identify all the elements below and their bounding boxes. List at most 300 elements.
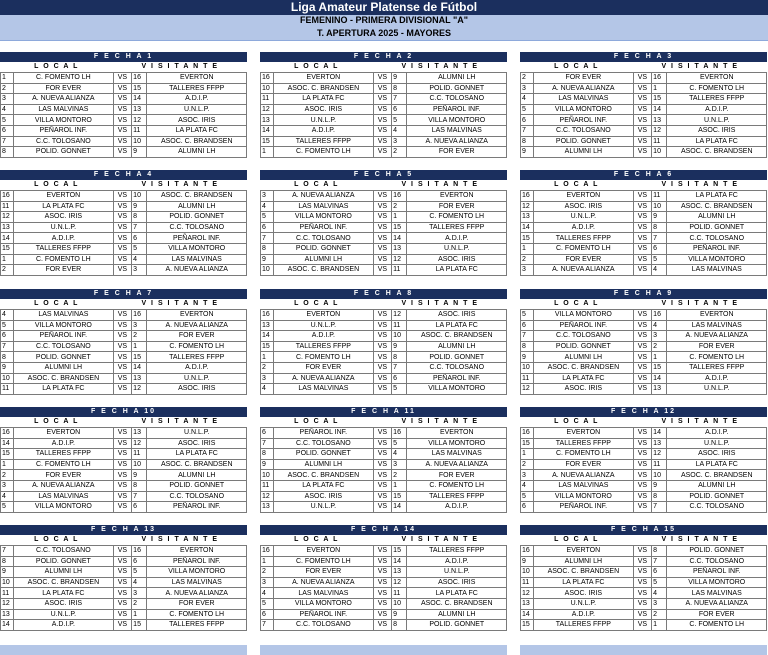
local-number: 15 xyxy=(521,438,534,449)
local-team: C. FOMENTO LH xyxy=(274,147,373,158)
table-row xyxy=(521,73,767,84)
fixture-table xyxy=(520,545,767,631)
local-number: 1 xyxy=(1,459,14,470)
local-number: 4 xyxy=(521,94,534,105)
local-number: 2 xyxy=(1,470,14,481)
visitor-team: VILLA MONTORO xyxy=(667,577,767,588)
local-team: VILLA MONTORO xyxy=(14,502,113,513)
vs-label: VS xyxy=(633,125,652,136)
table-row xyxy=(521,83,767,94)
local-header: L O C A L xyxy=(294,181,339,188)
table-row xyxy=(1,94,247,105)
local-number: 8 xyxy=(261,243,274,254)
vs-label: VS xyxy=(633,491,652,502)
visitor-number: 8 xyxy=(392,83,407,94)
local-number: 5 xyxy=(521,104,534,115)
local-team: TALLERES FFPP xyxy=(274,136,373,147)
vs-label: VS xyxy=(113,243,132,254)
visitor-number: 10 xyxy=(132,191,147,202)
vs-label: VS xyxy=(633,83,652,94)
vs-label: VS xyxy=(633,480,652,491)
visitor-number: 15 xyxy=(132,620,147,631)
fixture-table xyxy=(0,72,247,158)
table-row xyxy=(521,352,767,363)
table-row xyxy=(521,609,767,620)
local-team: A.D.I.P. xyxy=(14,233,113,244)
visitor-team: PEÑAROL INF. xyxy=(147,502,247,513)
vs-label: VS xyxy=(633,331,652,342)
visitor-number: 9 xyxy=(652,212,667,223)
local-number: 12 xyxy=(1,598,14,609)
table-row xyxy=(521,310,767,321)
visitor-team: A. NUEVA ALIANZA xyxy=(407,459,507,470)
vs-label: VS xyxy=(373,147,392,158)
table-row xyxy=(1,491,247,502)
table-row xyxy=(261,254,507,265)
vs-label: VS xyxy=(633,191,652,202)
visitante-header: V I S I T A N T E xyxy=(141,536,219,543)
visitor-team: ALUMNI LH xyxy=(147,201,247,212)
visitor-number: 3 xyxy=(132,588,147,599)
local-team: C.C. TOLOSANO xyxy=(274,233,373,244)
vs-label: VS xyxy=(113,136,132,147)
local-header: L O C A L xyxy=(34,418,79,425)
local-number: 2 xyxy=(1,265,14,276)
vs-label: VS xyxy=(113,331,132,342)
table-row xyxy=(521,546,767,557)
vs-label: VS xyxy=(113,104,132,115)
table-row xyxy=(521,243,767,254)
local-number: 7 xyxy=(1,546,14,557)
fecha-title: F E C H A 6 xyxy=(520,170,767,180)
local-number: 15 xyxy=(1,243,14,254)
vs-label: VS xyxy=(373,470,392,481)
table-row xyxy=(521,598,767,609)
fecha-title: F E C H A 3 xyxy=(520,52,767,62)
local-number: 11 xyxy=(1,384,14,395)
visitor-team: FOR EVER xyxy=(667,341,767,352)
visitor-number: 10 xyxy=(132,459,147,470)
local-team: A.D.I.P. xyxy=(274,331,373,342)
table-row xyxy=(1,341,247,352)
visitor-number: 16 xyxy=(132,73,147,84)
local-number: 11 xyxy=(1,201,14,212)
local-team: PEÑAROL INF. xyxy=(534,115,633,126)
visitor-number: 3 xyxy=(652,331,667,342)
visitor-team: POLID. GONNET xyxy=(667,546,767,557)
visitor-number: 4 xyxy=(652,265,667,276)
local-team: LAS MALVINAS xyxy=(14,491,113,502)
vs-label: VS xyxy=(633,598,652,609)
local-team: ALUMNI LH xyxy=(14,567,113,578)
table-row xyxy=(261,212,507,223)
fixture-table xyxy=(0,190,247,276)
visitor-number: 16 xyxy=(652,73,667,84)
visitor-team: U.N.L.P. xyxy=(407,243,507,254)
visitor-number: 3 xyxy=(132,320,147,331)
vs-label: VS xyxy=(113,265,132,276)
visitor-number: 6 xyxy=(132,556,147,567)
fecha-title: F E C H A 8 xyxy=(260,289,507,299)
local-team: POLID. GONNET xyxy=(274,449,373,460)
local-team: ASOC. IRIS xyxy=(274,491,373,502)
visitor-team: C. FOMENTO LH xyxy=(667,352,767,363)
vs-label: VS xyxy=(113,438,132,449)
visitor-number: 10 xyxy=(392,598,407,609)
local-number: 5 xyxy=(1,320,14,331)
fixture-table xyxy=(0,309,247,395)
visitor-team: U.N.L.P. xyxy=(667,384,767,395)
table-row xyxy=(261,384,507,395)
visitor-number: 13 xyxy=(392,243,407,254)
local-number: 15 xyxy=(261,136,274,147)
vs-label: VS xyxy=(373,212,392,223)
table-row xyxy=(261,115,507,126)
local-team: POLID. GONNET xyxy=(14,556,113,567)
table-row xyxy=(261,201,507,212)
vs-label: VS xyxy=(113,94,132,105)
fixture-table xyxy=(260,72,507,158)
local-team: FOR EVER xyxy=(14,470,113,481)
vs-label: VS xyxy=(633,362,652,373)
visitor-number: 12 xyxy=(392,310,407,321)
visitor-number: 5 xyxy=(652,577,667,588)
column-headers xyxy=(520,535,767,545)
visitor-number: 4 xyxy=(392,125,407,136)
visitor-team: U.N.L.P. xyxy=(667,438,767,449)
local-team: A.D.I.P. xyxy=(534,222,633,233)
table-row xyxy=(1,373,247,384)
visitor-number: 1 xyxy=(392,480,407,491)
fecha-title: F E C H A 11 xyxy=(260,407,507,417)
visitor-number: 14 xyxy=(652,373,667,384)
visitor-number: 9 xyxy=(652,480,667,491)
vs-label: VS xyxy=(113,449,132,460)
table-row xyxy=(1,104,247,115)
vs-label: VS xyxy=(373,191,392,202)
visitor-number: 13 xyxy=(132,373,147,384)
local-number: 1 xyxy=(261,556,274,567)
local-number: 15 xyxy=(521,620,534,631)
fecha-block xyxy=(0,170,247,276)
vs-label: VS xyxy=(373,546,392,557)
vs-label: VS xyxy=(373,243,392,254)
local-team: C. FOMENTO LH xyxy=(274,556,373,567)
local-team: C.C. TOLOSANO xyxy=(274,620,373,631)
local-number: 7 xyxy=(521,331,534,342)
visitor-team: LAS MALVINAS xyxy=(407,449,507,460)
table-row xyxy=(1,201,247,212)
fecha-block xyxy=(0,289,247,395)
table-row xyxy=(521,104,767,115)
visitor-team: ASOC. IRIS xyxy=(667,449,767,460)
local-team: ALUMNI LH xyxy=(534,352,633,363)
local-number: 16 xyxy=(1,428,14,439)
vs-label: VS xyxy=(373,459,392,470)
table-row xyxy=(1,556,247,567)
visitor-team: FOR EVER xyxy=(147,331,247,342)
visitor-number: 11 xyxy=(652,191,667,202)
visitor-team: ASOC. C. BRANDSEN xyxy=(147,459,247,470)
vs-label: VS xyxy=(633,243,652,254)
local-team: A.D.I.P. xyxy=(274,125,373,136)
visitor-team: EVERTON xyxy=(147,73,247,84)
vs-label: VS xyxy=(633,320,652,331)
table-row xyxy=(1,588,247,599)
visitor-number: 10 xyxy=(652,201,667,212)
visitor-team: ASOC. IRIS xyxy=(667,125,767,136)
vs-label: VS xyxy=(113,470,132,481)
vs-label: VS xyxy=(633,567,652,578)
visitor-team: EVERTON xyxy=(147,546,247,557)
local-team: C.C. TOLOSANO xyxy=(14,546,113,557)
local-number: 16 xyxy=(521,546,534,557)
local-number: 10 xyxy=(1,577,14,588)
local-team: VILLA MONTORO xyxy=(534,104,633,115)
vs-label: VS xyxy=(633,254,652,265)
local-team: ASOC. C. BRANDSEN xyxy=(274,83,373,94)
visitor-team: U.N.L.P. xyxy=(667,115,767,126)
vs-label: VS xyxy=(113,428,132,439)
local-number: 14 xyxy=(1,438,14,449)
fixture-table xyxy=(0,545,247,631)
visitor-number: 12 xyxy=(392,577,407,588)
local-header: L O C A L xyxy=(34,181,79,188)
local-team: FOR EVER xyxy=(534,459,633,470)
table-row xyxy=(521,254,767,265)
vs-label: VS xyxy=(113,598,132,609)
footer-bar xyxy=(260,645,507,655)
local-number: 13 xyxy=(261,115,274,126)
local-header: L O C A L xyxy=(294,63,339,70)
local-header: L O C A L xyxy=(554,300,599,307)
vs-label: VS xyxy=(633,620,652,631)
local-header: L O C A L xyxy=(294,300,339,307)
vs-label: VS xyxy=(373,362,392,373)
visitor-team: ASOC. C. BRANDSEN xyxy=(147,191,247,202)
table-row xyxy=(521,212,767,223)
fecha-title: F E C H A 9 xyxy=(520,289,767,299)
visitor-team: PEÑAROL INF. xyxy=(667,567,767,578)
local-team: ALUMNI LH xyxy=(14,362,113,373)
local-number: 12 xyxy=(261,104,274,115)
visitor-number: 2 xyxy=(392,201,407,212)
table-row xyxy=(1,620,247,631)
local-team: TALLERES FFPP xyxy=(14,243,113,254)
local-number: 16 xyxy=(261,546,274,557)
local-team: A. NUEVA ALIANZA xyxy=(14,480,113,491)
visitor-number: 11 xyxy=(652,136,667,147)
local-number: 8 xyxy=(521,136,534,147)
vs-label: VS xyxy=(113,83,132,94)
table-row xyxy=(521,94,767,105)
table-row xyxy=(261,438,507,449)
visitor-team: VILLA MONTORO xyxy=(407,384,507,395)
local-number: 16 xyxy=(261,310,274,321)
local-team: ASOC. C. BRANDSEN xyxy=(14,373,113,384)
local-team: A. NUEVA ALIANZA xyxy=(534,83,633,94)
local-header: L O C A L xyxy=(554,63,599,70)
local-number: 10 xyxy=(1,373,14,384)
table-row xyxy=(521,502,767,513)
local-team: ASOC. C. BRANDSEN xyxy=(534,362,633,373)
visitor-number: 5 xyxy=(652,254,667,265)
local-number: 6 xyxy=(261,609,274,620)
visitor-team: C.C. TOLOSANO xyxy=(407,362,507,373)
local-team: PEÑAROL INF. xyxy=(14,125,113,136)
vs-label: VS xyxy=(373,567,392,578)
visitante-header: V I S I T A N T E xyxy=(141,63,219,70)
local-number: 8 xyxy=(521,341,534,352)
table-row xyxy=(1,502,247,513)
local-team: LAS MALVINAS xyxy=(14,310,113,321)
local-number: 6 xyxy=(261,222,274,233)
visitor-number: 11 xyxy=(392,265,407,276)
table-row xyxy=(261,588,507,599)
table-row xyxy=(261,459,507,470)
local-team: A.D.I.P. xyxy=(534,609,633,620)
visitor-number: 16 xyxy=(392,191,407,202)
table-row xyxy=(261,104,507,115)
table-row xyxy=(521,449,767,460)
vs-label: VS xyxy=(113,502,132,513)
local-number: 8 xyxy=(1,147,14,158)
vs-label: VS xyxy=(113,546,132,557)
table-row xyxy=(521,331,767,342)
visitor-number: 14 xyxy=(392,502,407,513)
visitor-number: 7 xyxy=(652,233,667,244)
column-headers xyxy=(0,417,247,427)
visitor-number: 10 xyxy=(132,136,147,147)
table-row xyxy=(1,222,247,233)
vs-label: VS xyxy=(373,83,392,94)
vs-label: VS xyxy=(633,577,652,588)
local-team: LA PLATA FC xyxy=(534,373,633,384)
local-number: 15 xyxy=(521,233,534,244)
vs-label: VS xyxy=(113,341,132,352)
local-number: 8 xyxy=(261,449,274,460)
visitor-team: A.D.I.P. xyxy=(667,104,767,115)
local-team: U.N.L.P. xyxy=(274,502,373,513)
table-row xyxy=(1,243,247,254)
visitor-number: 13 xyxy=(392,567,407,578)
vs-label: VS xyxy=(373,373,392,384)
visitor-team: C.C. TOLOSANO xyxy=(667,233,767,244)
local-team: A.D.I.P. xyxy=(14,438,113,449)
visitor-team: LAS MALVINAS xyxy=(667,265,767,276)
vs-label: VS xyxy=(113,191,132,202)
visitor-team: C.C. TOLOSANO xyxy=(407,94,507,105)
visitor-number: 2 xyxy=(652,341,667,352)
vs-label: VS xyxy=(633,470,652,481)
footer-bar xyxy=(0,645,247,655)
visitor-number: 15 xyxy=(392,491,407,502)
visitor-team: LAS MALVINAS xyxy=(147,577,247,588)
visitor-team: TALLERES FFPP xyxy=(147,620,247,631)
local-number: 3 xyxy=(521,83,534,94)
local-number: 6 xyxy=(521,502,534,513)
local-number: 5 xyxy=(521,310,534,321)
local-number: 9 xyxy=(261,459,274,470)
local-number: 7 xyxy=(1,136,14,147)
visitor-team: LA PLATA FC xyxy=(407,265,507,276)
visitor-team: TALLERES FFPP xyxy=(147,352,247,363)
visitor-number: 15 xyxy=(132,83,147,94)
vs-label: VS xyxy=(113,567,132,578)
visitor-number: 14 xyxy=(652,428,667,439)
local-team: ASOC. IRIS xyxy=(14,212,113,223)
visitor-team: ALUMNI LH xyxy=(147,147,247,158)
local-number: 10 xyxy=(521,567,534,578)
vs-label: VS xyxy=(373,428,392,439)
local-number: 12 xyxy=(521,201,534,212)
local-number: 3 xyxy=(261,577,274,588)
visitor-number: 7 xyxy=(132,491,147,502)
visitante-header: V I S I T A N T E xyxy=(401,181,479,188)
vs-label: VS xyxy=(373,480,392,491)
vs-label: VS xyxy=(113,233,132,244)
vs-label: VS xyxy=(373,233,392,244)
local-team: U.N.L.P. xyxy=(14,609,113,620)
visitor-number: 16 xyxy=(132,310,147,321)
table-row xyxy=(1,459,247,470)
visitor-number: 14 xyxy=(652,104,667,115)
visitor-number: 3 xyxy=(392,459,407,470)
local-number: 12 xyxy=(261,491,274,502)
column-headers xyxy=(0,299,247,309)
visitor-team: ASOC. C. BRANDSEN xyxy=(147,136,247,147)
local-team: ASOC. C. BRANDSEN xyxy=(14,577,113,588)
visitor-number: 6 xyxy=(652,567,667,578)
fecha-block xyxy=(520,525,767,631)
fecha-block xyxy=(260,170,507,276)
table-row xyxy=(261,577,507,588)
visitor-number: 3 xyxy=(652,598,667,609)
table-row xyxy=(261,352,507,363)
column-headers xyxy=(0,180,247,190)
fecha-block xyxy=(0,407,247,513)
local-team: ALUMNI LH xyxy=(534,147,633,158)
local-number: 4 xyxy=(261,384,274,395)
visitante-header: V I S I T A N T E xyxy=(661,300,739,307)
visitor-team: ASOC. C. BRANDSEN xyxy=(407,331,507,342)
local-number: 11 xyxy=(1,588,14,599)
local-number: 14 xyxy=(1,233,14,244)
visitor-number: 13 xyxy=(652,384,667,395)
local-number: 13 xyxy=(261,320,274,331)
visitor-number: 11 xyxy=(392,588,407,599)
table-row xyxy=(261,341,507,352)
visitor-number: 13 xyxy=(132,104,147,115)
table-row xyxy=(1,83,247,94)
visitor-number: 5 xyxy=(132,243,147,254)
fixture-table xyxy=(520,190,767,276)
visitor-team: ASOC. C. BRANDSEN xyxy=(667,147,767,158)
visitor-team: LA PLATA FC xyxy=(147,125,247,136)
visitor-number: 13 xyxy=(652,115,667,126)
vs-label: VS xyxy=(633,502,652,513)
fecha-block xyxy=(0,525,247,631)
local-number: 1 xyxy=(521,243,534,254)
visitor-team: U.N.L.P. xyxy=(147,428,247,439)
visitor-number: 16 xyxy=(132,546,147,557)
local-number: 14 xyxy=(521,609,534,620)
local-number: 9 xyxy=(261,254,274,265)
local-number: 6 xyxy=(521,320,534,331)
local-team: FOR EVER xyxy=(274,362,373,373)
local-team: EVERTON xyxy=(274,546,373,557)
local-team: LA PLATA FC xyxy=(534,577,633,588)
